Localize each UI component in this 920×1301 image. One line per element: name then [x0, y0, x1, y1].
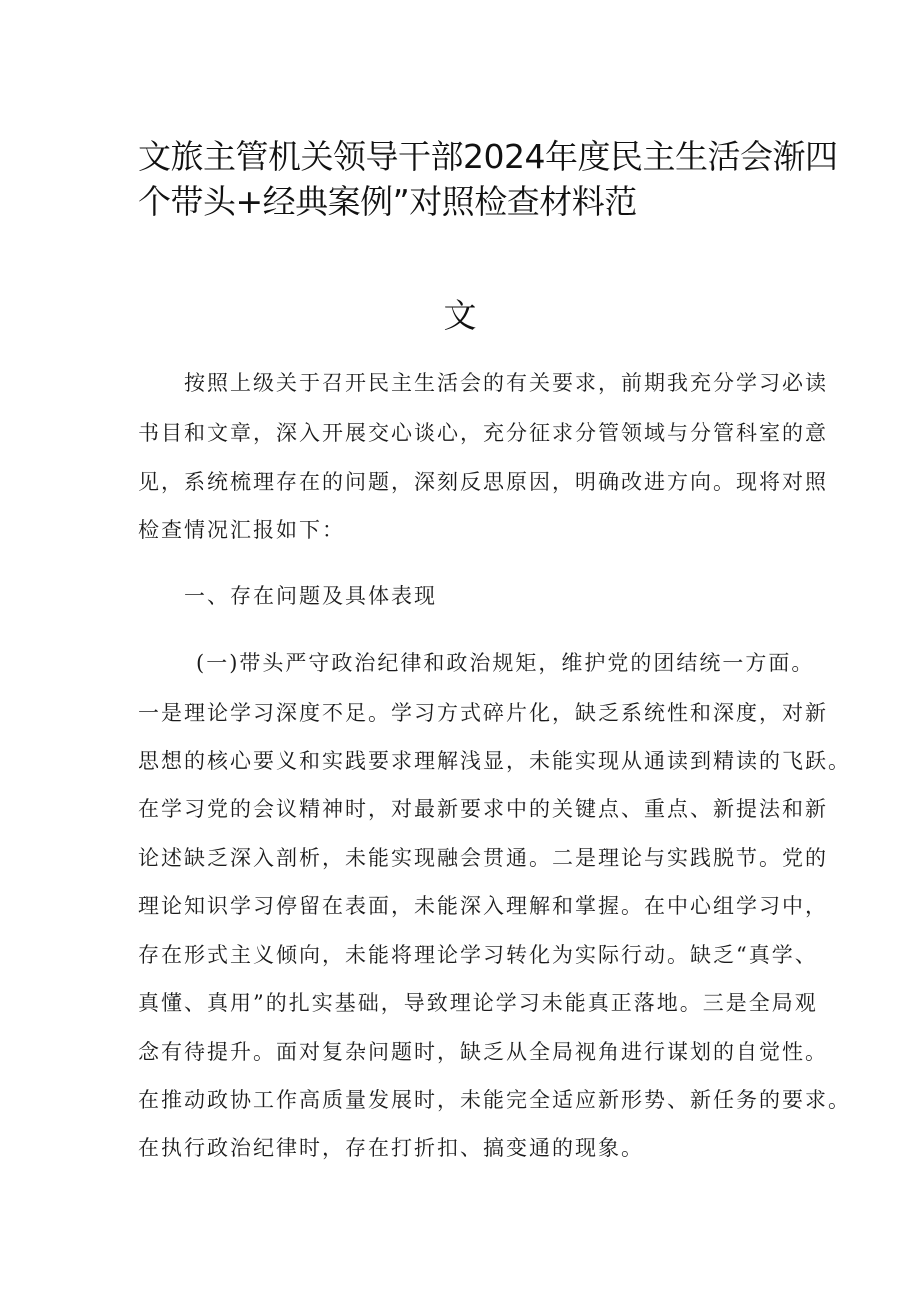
intro-line: 见，系统梳理存在的问题，深刻反思原因，明确改进方向。现将对照 — [138, 470, 828, 494]
intro-line: 按照上级关于召开民主生活会的有关要求，前期我充分学习必读 — [184, 371, 828, 395]
document-title-line-1: 文旅主管机关领导干部2024年度民主生活会渐四 — [138, 137, 838, 176]
body-line: 论述缺乏深入剖析，未能实现融会贯通。二是理论与实践脱节。党的 — [138, 846, 828, 870]
body-line: 理论知识学习停留在表面，未能深入理解和掌握。在中心组学习中， — [138, 894, 828, 918]
section-heading: 一、存在问题及具体表现 — [184, 584, 437, 608]
body-line: 在执行政治纪律时，存在打折扣、搞变通的现象。 — [138, 1136, 644, 1160]
intro-line: 书目和文章，深入开展交心谈心，充分征求分管领域与分管科室的意 — [138, 421, 828, 445]
body-line: 存在形式主义倾向，未能将理论学习转化为实际行动。缺乏“真学、 — [138, 943, 818, 967]
body-line: 念有待提升。面对复杂问题时，缺乏从全局视角进行谋划的自觉性。 — [138, 1040, 828, 1064]
document-title-line-2: 个带头+经典案例”对照检查材料范 — [138, 182, 637, 221]
body-line: 在推动政协工作高质量发展时，未能完全适应新形势、新任务的要求。 — [138, 1088, 851, 1112]
body-line: 在学习党的会议精神时，对最新要求中的关键点、重点、新提法和新 — [138, 797, 828, 821]
body-line: 真懂、真用”的扎实基础，导致理论学习未能真正落地。三是全局观 — [138, 991, 818, 1015]
document-title-line-3: 文 — [443, 296, 477, 335]
body-line: 思想的核心要义和实践要求理解浅显，未能实现从通读到精读的飞跃。 — [138, 749, 851, 773]
intro-line: 检查情况汇报如下： — [138, 518, 345, 542]
body-line: 一是理论学习深度不足。学习方式碎片化，缺乏系统性和深度，对新 — [138, 701, 828, 725]
subsection-heading: (一)带头严守政治纪律和政治规矩，维护党的团结统一方面。 — [196, 651, 815, 675]
